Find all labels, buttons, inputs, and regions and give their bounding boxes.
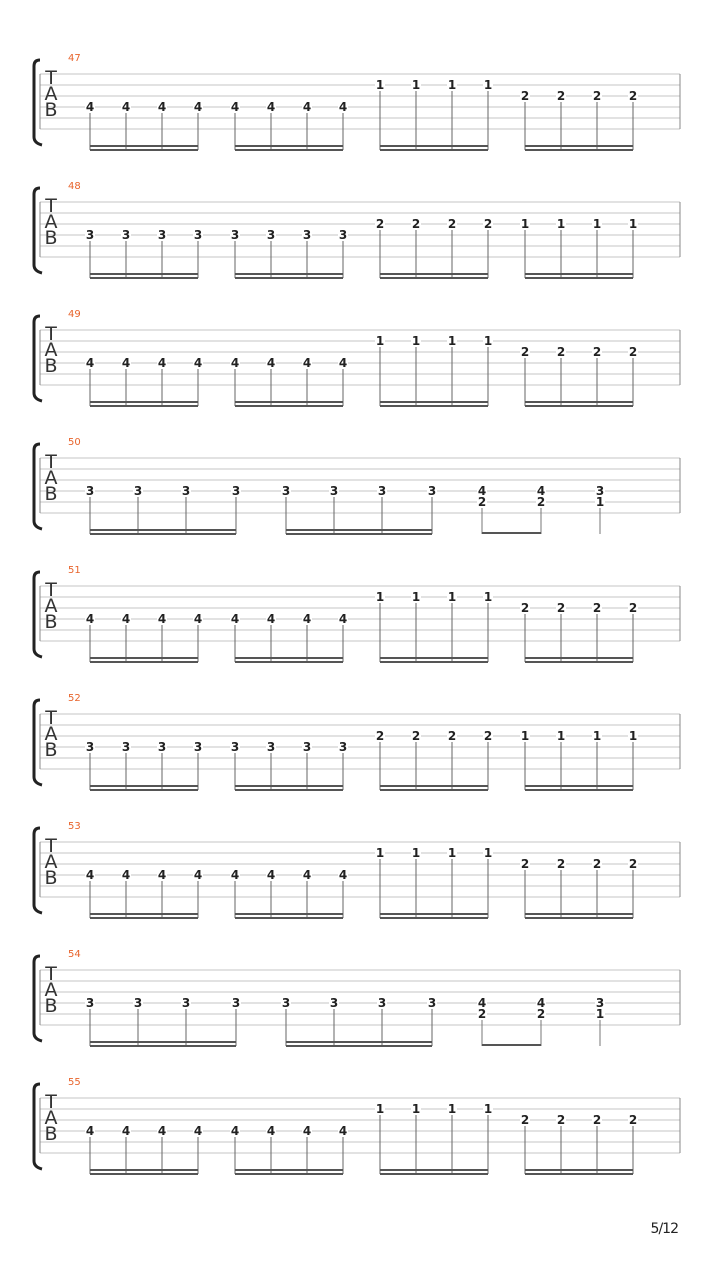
- measure-number: 54: [68, 949, 81, 960]
- beam: [90, 405, 198, 407]
- beam: [525, 1173, 633, 1175]
- fret-number: 4: [266, 1124, 276, 1138]
- beam: [525, 661, 633, 663]
- fret-number: 2: [520, 857, 530, 871]
- fret-number: 4: [302, 100, 312, 114]
- fret-number: 3: [85, 740, 95, 754]
- tab-clef-letter: B: [44, 227, 58, 249]
- fret-number: 2: [628, 857, 638, 871]
- beam: [380, 1173, 488, 1175]
- fret-number: 2: [592, 601, 602, 615]
- fret-number: 4: [266, 612, 276, 626]
- chord-fret-bottom: 2: [477, 495, 487, 509]
- beam: [380, 145, 488, 147]
- measure-number: 48: [68, 181, 81, 192]
- fret-number: 2: [556, 89, 566, 103]
- beam: [235, 145, 343, 147]
- fret-number: 4: [157, 1124, 167, 1138]
- fret-number: 1: [411, 846, 421, 860]
- tab-clef-letter: T: [45, 579, 57, 601]
- measure-number: 50: [68, 437, 81, 448]
- beam: [482, 532, 541, 534]
- tab-system: [34, 53, 680, 151]
- beam: [235, 149, 343, 151]
- system-bracket: [34, 828, 42, 913]
- fret-number: 4: [302, 356, 312, 370]
- fret-number: 1: [375, 846, 385, 860]
- tab-clef-letter: T: [45, 323, 57, 345]
- tab-system: [34, 181, 680, 279]
- fret-number: 3: [121, 228, 131, 242]
- fret-number: 2: [520, 601, 530, 615]
- beam: [235, 401, 343, 403]
- fret-number: 3: [121, 740, 131, 754]
- fret-number: 1: [483, 590, 493, 604]
- fret-number: 4: [121, 612, 131, 626]
- fret-number: 3: [338, 228, 348, 242]
- beam: [90, 401, 198, 403]
- fret-number: 1: [411, 78, 421, 92]
- beam: [525, 277, 633, 279]
- beam: [90, 1169, 198, 1171]
- tab-system: [34, 309, 680, 407]
- fret-number: 2: [628, 1113, 638, 1127]
- fret-number: 1: [447, 846, 457, 860]
- beam: [235, 661, 343, 663]
- fret-number: 1: [483, 334, 493, 348]
- chord-fret-bottom: 2: [477, 1007, 487, 1021]
- measure-number: 47: [68, 53, 81, 64]
- fret-number: 3: [377, 996, 387, 1010]
- fret-number: 1: [375, 590, 385, 604]
- fret-number: 2: [556, 857, 566, 871]
- tab-system: [34, 949, 680, 1047]
- fret-number: 4: [121, 356, 131, 370]
- tab-clef-letter: A: [44, 979, 58, 1001]
- beam: [90, 1041, 236, 1043]
- fret-number: 3: [231, 484, 241, 498]
- fret-number: 3: [427, 996, 437, 1010]
- tab-clef-letter: B: [44, 1123, 58, 1145]
- beam: [380, 785, 488, 787]
- fret-number: 4: [157, 612, 167, 626]
- beam: [235, 785, 343, 787]
- tab-clef-letter: B: [44, 355, 58, 377]
- fret-number: 2: [628, 89, 638, 103]
- fret-number: 2: [592, 1113, 602, 1127]
- beam: [90, 1045, 236, 1047]
- beam: [90, 917, 198, 919]
- tab-clef-letter: A: [44, 723, 58, 745]
- fret-number: 1: [628, 729, 638, 743]
- fret-number: 4: [338, 868, 348, 882]
- tab-clef-letter: A: [44, 851, 58, 873]
- fret-number: 1: [411, 1102, 421, 1116]
- fret-number: 2: [520, 345, 530, 359]
- beam: [380, 401, 488, 403]
- fret-number: 1: [592, 729, 602, 743]
- measure-number: 52: [68, 693, 81, 704]
- fret-number: 4: [302, 612, 312, 626]
- tab-clef-letter: A: [44, 83, 58, 105]
- system-bracket: [34, 956, 42, 1041]
- chord-fret-top: 4: [536, 484, 546, 498]
- beam: [525, 657, 633, 659]
- fret-number: 3: [85, 484, 95, 498]
- tab-clef-letter: T: [45, 195, 57, 217]
- chord-fret-top: 3: [595, 996, 605, 1010]
- system-bracket: [34, 60, 42, 145]
- chord-fret-top: 4: [477, 484, 487, 498]
- system-bracket: [34, 700, 42, 785]
- beam: [90, 785, 198, 787]
- beam: [90, 913, 198, 915]
- fret-number: 2: [556, 345, 566, 359]
- beam: [235, 277, 343, 279]
- beam: [380, 661, 488, 663]
- fret-number: 3: [329, 996, 339, 1010]
- fret-number: 2: [375, 729, 385, 743]
- fret-number: 1: [447, 1102, 457, 1116]
- system-bracket: [34, 316, 42, 401]
- fret-number: 4: [121, 868, 131, 882]
- fret-number: 2: [447, 217, 457, 231]
- fret-number: 4: [230, 1124, 240, 1138]
- fret-number: 4: [85, 868, 95, 882]
- beam: [90, 273, 198, 275]
- tab-clef-letter: B: [44, 99, 58, 121]
- chord-fret-top: 3: [595, 484, 605, 498]
- fret-number: 4: [193, 100, 203, 114]
- fret-number: 4: [157, 868, 167, 882]
- fret-number: 1: [483, 78, 493, 92]
- fret-number: 3: [193, 740, 203, 754]
- beam: [380, 405, 488, 407]
- beam: [380, 789, 488, 791]
- fret-number: 4: [85, 356, 95, 370]
- fret-number: 3: [427, 484, 437, 498]
- fret-number: 1: [592, 217, 602, 231]
- beam: [525, 917, 633, 919]
- beam: [235, 917, 343, 919]
- fret-number: 3: [377, 484, 387, 498]
- fret-number: 1: [520, 729, 530, 743]
- tab-clef-letter: A: [44, 595, 58, 617]
- beam: [235, 1169, 343, 1171]
- measure-number: 51: [68, 565, 81, 576]
- fret-number: 4: [230, 612, 240, 626]
- fret-number: 2: [520, 1113, 530, 1127]
- beam: [525, 785, 633, 787]
- system-bracket: [34, 444, 42, 529]
- system-bracket: [34, 188, 42, 273]
- fret-number: 2: [520, 89, 530, 103]
- beam: [235, 913, 343, 915]
- fret-number: 2: [556, 601, 566, 615]
- tab-clef-letter: T: [45, 451, 57, 473]
- fret-number: 4: [230, 868, 240, 882]
- fret-number: 2: [556, 1113, 566, 1127]
- chord-fret-top: 4: [536, 996, 546, 1010]
- beam: [286, 533, 432, 535]
- beam: [90, 145, 198, 147]
- fret-number: 1: [483, 1102, 493, 1116]
- fret-number: 3: [266, 228, 276, 242]
- beam: [235, 789, 343, 791]
- fret-number: 3: [133, 996, 143, 1010]
- fret-number: 3: [157, 228, 167, 242]
- tab-clef-letter: T: [45, 835, 57, 857]
- tab-clef-letter: B: [44, 483, 58, 505]
- tab-clef-letter: B: [44, 867, 58, 889]
- fret-number: 2: [375, 217, 385, 231]
- fret-number: 2: [483, 729, 493, 743]
- fret-number: 4: [338, 100, 348, 114]
- fret-number: 4: [338, 356, 348, 370]
- fret-number: 1: [556, 729, 566, 743]
- beam: [380, 277, 488, 279]
- beam: [525, 1169, 633, 1171]
- fret-number: 1: [375, 334, 385, 348]
- tab-system: [34, 565, 680, 663]
- tab-system: [34, 693, 680, 791]
- fret-number: 3: [181, 996, 191, 1010]
- beam: [380, 657, 488, 659]
- fret-number: 3: [302, 740, 312, 754]
- beam: [90, 533, 236, 535]
- beam: [235, 657, 343, 659]
- fret-number: 3: [85, 228, 95, 242]
- beam: [90, 529, 236, 531]
- tab-clef-letter: T: [45, 963, 57, 985]
- fret-number: 3: [329, 484, 339, 498]
- chord-fret-bottom: 1: [595, 1007, 605, 1021]
- beam: [286, 529, 432, 531]
- tab-system: [34, 437, 680, 535]
- beam: [235, 273, 343, 275]
- beam: [525, 405, 633, 407]
- fret-number: 3: [181, 484, 191, 498]
- beam: [286, 1045, 432, 1047]
- beam: [235, 1173, 343, 1175]
- beam: [286, 1041, 432, 1043]
- page-number: 5/12: [650, 1221, 678, 1237]
- beam: [90, 657, 198, 659]
- beam: [380, 273, 488, 275]
- fret-number: 3: [281, 996, 291, 1010]
- fret-number: 4: [157, 100, 167, 114]
- fret-number: 3: [281, 484, 291, 498]
- fret-number: 4: [85, 1124, 95, 1138]
- tab-clef-letter: A: [44, 211, 58, 233]
- fret-number: 3: [230, 228, 240, 242]
- tab-clef-letter: B: [44, 739, 58, 761]
- fret-number: 1: [411, 590, 421, 604]
- fret-number: 4: [266, 100, 276, 114]
- fret-number: 1: [375, 1102, 385, 1116]
- fret-number: 2: [592, 345, 602, 359]
- beam: [90, 661, 198, 663]
- tab-clef-letter: T: [45, 707, 57, 729]
- beam: [90, 149, 198, 151]
- beam: [525, 789, 633, 791]
- fret-number: 1: [447, 590, 457, 604]
- beam: [90, 789, 198, 791]
- system-bracket: [34, 1084, 42, 1169]
- fret-number: 4: [157, 356, 167, 370]
- fret-number: 4: [193, 868, 203, 882]
- beam: [525, 149, 633, 151]
- fret-number: 3: [338, 740, 348, 754]
- fret-number: 2: [592, 857, 602, 871]
- fret-number: 1: [628, 217, 638, 231]
- fret-number: 4: [338, 1124, 348, 1138]
- tab-clef-letter: B: [44, 611, 58, 633]
- fret-number: 2: [447, 729, 457, 743]
- beam: [380, 913, 488, 915]
- fret-number: 1: [447, 78, 457, 92]
- tab-clef-letter: B: [44, 995, 58, 1017]
- fret-number: 4: [193, 1124, 203, 1138]
- chord-fret-bottom: 1: [595, 495, 605, 509]
- measure-number: 55: [68, 1077, 81, 1088]
- fret-number: 4: [230, 356, 240, 370]
- beam: [380, 917, 488, 919]
- beam: [90, 1173, 198, 1175]
- fret-number: 4: [338, 612, 348, 626]
- tab-system: [34, 1077, 680, 1175]
- fret-number: 4: [85, 100, 95, 114]
- tab-clef-letter: A: [44, 339, 58, 361]
- system-bracket: [34, 572, 42, 657]
- chord-fret-bottom: 2: [536, 495, 546, 509]
- tab-clef-letter: A: [44, 467, 58, 489]
- tab-system: [34, 821, 680, 919]
- fret-number: 4: [302, 868, 312, 882]
- fret-number: 2: [411, 217, 421, 231]
- fret-number: 2: [628, 345, 638, 359]
- beam: [90, 277, 198, 279]
- fret-number: 4: [121, 1124, 131, 1138]
- beam: [525, 273, 633, 275]
- fret-number: 3: [85, 996, 95, 1010]
- fret-number: 3: [157, 740, 167, 754]
- fret-number: 4: [193, 612, 203, 626]
- beam: [525, 145, 633, 147]
- tab-clef-letter: T: [45, 67, 57, 89]
- chord-fret-bottom: 2: [536, 1007, 546, 1021]
- beam: [482, 1044, 541, 1046]
- fret-number: 3: [133, 484, 143, 498]
- beam: [525, 913, 633, 915]
- fret-number: 2: [483, 217, 493, 231]
- fret-number: 2: [411, 729, 421, 743]
- fret-number: 1: [411, 334, 421, 348]
- fret-number: 1: [556, 217, 566, 231]
- fret-number: 3: [230, 740, 240, 754]
- fret-number: 1: [375, 78, 385, 92]
- fret-number: 2: [592, 89, 602, 103]
- beam: [525, 401, 633, 403]
- fret-number: 3: [231, 996, 241, 1010]
- fret-number: 3: [302, 228, 312, 242]
- chord-fret-top: 4: [477, 996, 487, 1010]
- fret-number: 4: [121, 100, 131, 114]
- fret-number: 4: [302, 1124, 312, 1138]
- beam: [235, 405, 343, 407]
- tab-clef-letter: A: [44, 1107, 58, 1129]
- fret-number: 2: [628, 601, 638, 615]
- fret-number: 4: [266, 868, 276, 882]
- fret-number: 3: [193, 228, 203, 242]
- tab-clef-letter: T: [45, 1091, 57, 1113]
- fret-number: 1: [520, 217, 530, 231]
- measure-number: 53: [68, 821, 81, 832]
- fret-number: 3: [266, 740, 276, 754]
- beam: [380, 149, 488, 151]
- beam: [380, 1169, 488, 1171]
- measure-number: 49: [68, 309, 81, 320]
- fret-number: 4: [85, 612, 95, 626]
- fret-number: 1: [483, 846, 493, 860]
- fret-number: 4: [230, 100, 240, 114]
- fret-number: 1: [447, 334, 457, 348]
- fret-number: 4: [193, 356, 203, 370]
- fret-number: 4: [266, 356, 276, 370]
